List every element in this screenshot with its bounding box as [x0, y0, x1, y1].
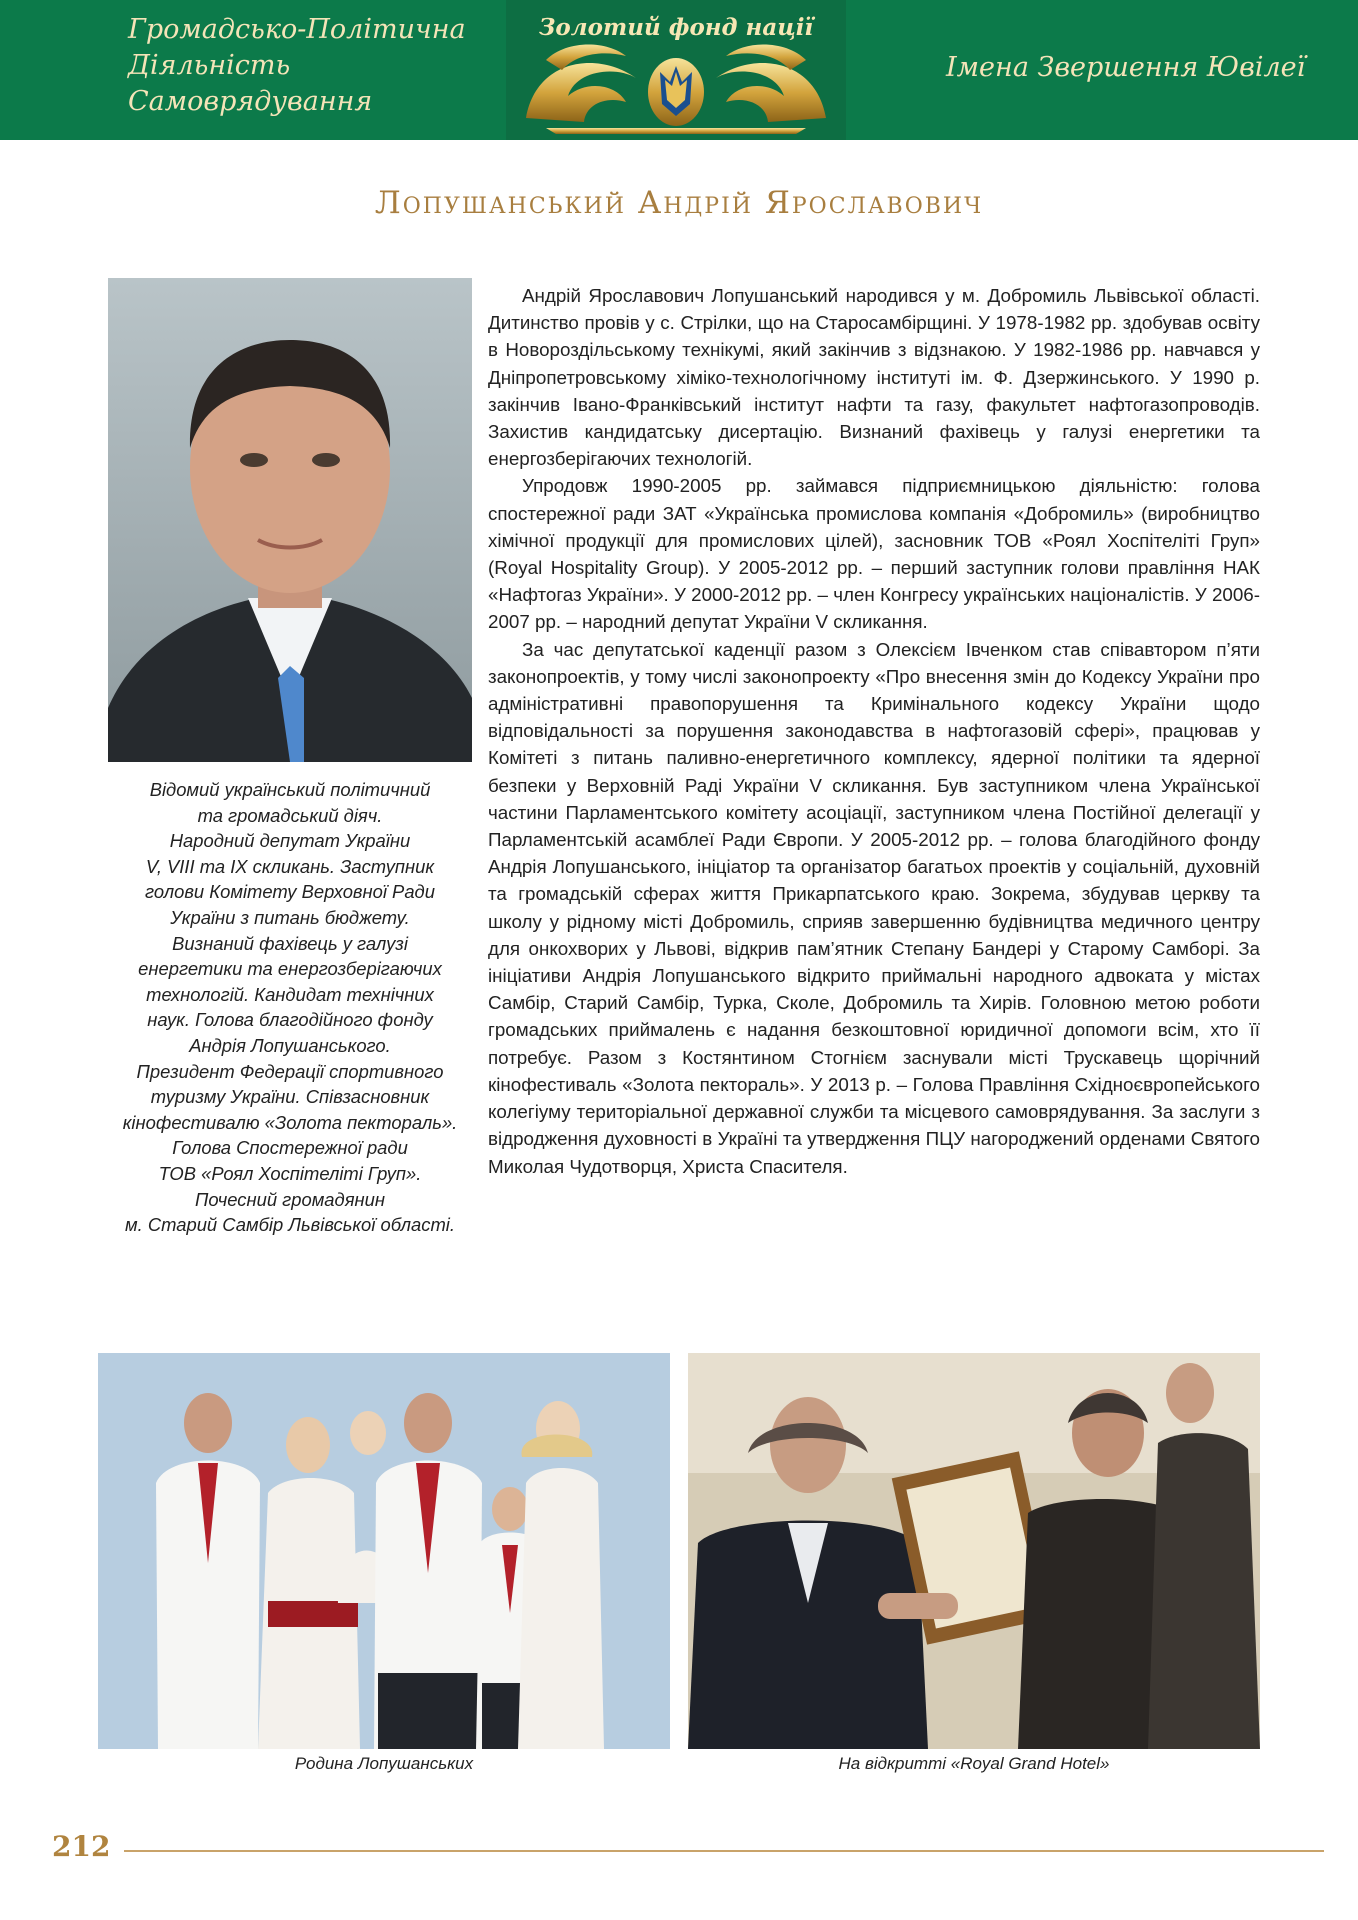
bio-line: Президент Федерації спортивного — [136, 1060, 444, 1082]
page-number: 212 — [52, 1830, 111, 1863]
bio-line: голови Комітету Верховної Ради — [145, 881, 435, 903]
logo-title: Золотий фонд нації — [538, 14, 814, 41]
biography-text — [488, 282, 1260, 1180]
paragraph: Андрій Ярославович Лопушанський народився у м. Добромиль Львівської області. Дитинство провів у с. Стрілки, що на Старосамбірщині. У 1978-1982 рр. здобував освіту в Новороздільському технікумі, який закінчив з відзнакою. У 1982-1986 рр. навчався у Дніпропетровському хіміко-технологічному інституті ім. Ф. Дзержинського. У 1990 р. закінчив Івано-Франківський інститут нафти та газу, факультет нафтогазопроводів. Захистив кандидатську дисертацію. Визнаний фахівець у галузі енергетики та енергозберігаючих технологій. — [488, 285, 1260, 470]
header-section-right: Імена Звершення Ювілеї — [946, 52, 1306, 83]
header-left-line-3: Самоврядування — [128, 86, 373, 117]
paragraph: Упродовж 1990-2005 рр. займався підприємницькою діяльністю: голова спостережної ради ЗАТ «Українська промислова компанія «Добромиль» (виробництво хімічної продукції для промислових цілей), засновник ТОВ «Роял Хоспітеліті Груп» (Royal Hospitality Group). У 2005-2012 рр. – перший заступник голови правління НАК «Нафтогаз України». У 2000-2012 рр. – член Конгресу українських націоналістів. У 2006-2007 рр. – народний депутат України V скликання. — [488, 475, 1260, 633]
paragraph: За час депутатської каденції разом з Олексієм Івченком став співавтором п’яти законопроектів, у тому числі законопроекту «Про внесення змін до Кодексу України про адміністративні правопорушення та Кримінального кодексу України щодо відповідальності за порушення законодавства в нафтогазовій сфері», працював у Комітеті з питань паливно-енергетичного комплексу, ядерної політики та ядерної безпеки у Верховній Раді України V скликання. Був заступником члена Української частини Парламентського комітету асоціації, заступником члена Постійної делегації у Парламентській асамблеї Ради Європи. У 2005-2012 рр. – голова благодійного фонду Андрія Лопушанського, ініціатор та організатор багатьох проектів у соціальній, духовній та громадській сферах життя Прикарпатського краю. Зокрема, збудував церкву та школу у рідному місті Добромиль, сприяв завершенню будівництва медичного центру для онкохворих у Львові, відкрив пам’ятник Степану Бандері у Старому Самборі. За ініціативи Андрія Лопушанського відкрито приймальні народного адвоката у містах Самбір, Старий Самбір, Турка, Сколе, Добромиль та Хирів. Головною метою роботи громадських приймалень є надання безкоштовної юридичної допомоги всім, хто її потребує. Разом з Костянтином Стогнієм заснували місті Трускавець щорічний кінофестиваль «Золота пектораль». У 2013 р. – Голова Правління Східноєвропейського колегіуму територіальної державної служби та місцевого самоврядування. За заслуги з відродження духовності в Україні та утвердження ПЦУ нагороджений орденами Святого Миколая Чудотворця, Христа Спасителя. — [488, 638, 1260, 1177]
bio-line: та громадський діяч. — [197, 804, 383, 826]
bio-line: Визнаний фахівець у галузі — [172, 932, 408, 954]
bio-line: Голова Спостережної ради — [172, 1137, 408, 1159]
bio-line: м. Старий Самбір Львівської області. — [125, 1214, 455, 1236]
footer-divider — [124, 1850, 1324, 1852]
bio-line: ТОВ «Роял Хоспітеліті Груп». — [158, 1162, 422, 1184]
bio-summary — [100, 777, 480, 1238]
bio-line: України з питань бюджету. — [170, 906, 410, 928]
bio-line: наук. Голова благодійного фонду — [147, 1009, 433, 1031]
hotel-opening-photo — [688, 1353, 1260, 1749]
portrait-photo — [108, 278, 472, 762]
family-photo — [98, 1353, 670, 1749]
bio-line: туризму України. Співзасновник — [150, 1086, 430, 1108]
family-photo-caption: Родина Лопушанських — [294, 1754, 474, 1773]
bio-line: кінофестивалю «Золота пектораль». — [122, 1111, 458, 1133]
bio-line: V, VIII та IX скликань. Заступник — [145, 855, 435, 877]
header-section-left — [128, 12, 466, 120]
bio-line: Почесний громадянин — [195, 1188, 385, 1210]
bio-line: Відомий український політичний — [149, 779, 431, 800]
header-left-line-1: Громадсько-Політична — [128, 14, 466, 45]
header-left-line-2: Діяльність — [128, 50, 291, 81]
page-title: Лопушанський Андрій Ярославович — [374, 185, 984, 221]
bio-line: технологій. Кандидат технічних — [146, 983, 434, 1005]
bio-line: енергетики та енергозберігаючих — [138, 958, 442, 980]
page-header — [0, 0, 1358, 140]
bio-line: Андрія Лопушанського. — [189, 1034, 391, 1056]
header-logo — [506, 0, 846, 140]
hotel-photo-caption: На відкритті «Royal Grand Hotel» — [838, 1754, 1110, 1773]
bio-line: Народний депутат України — [169, 830, 411, 852]
